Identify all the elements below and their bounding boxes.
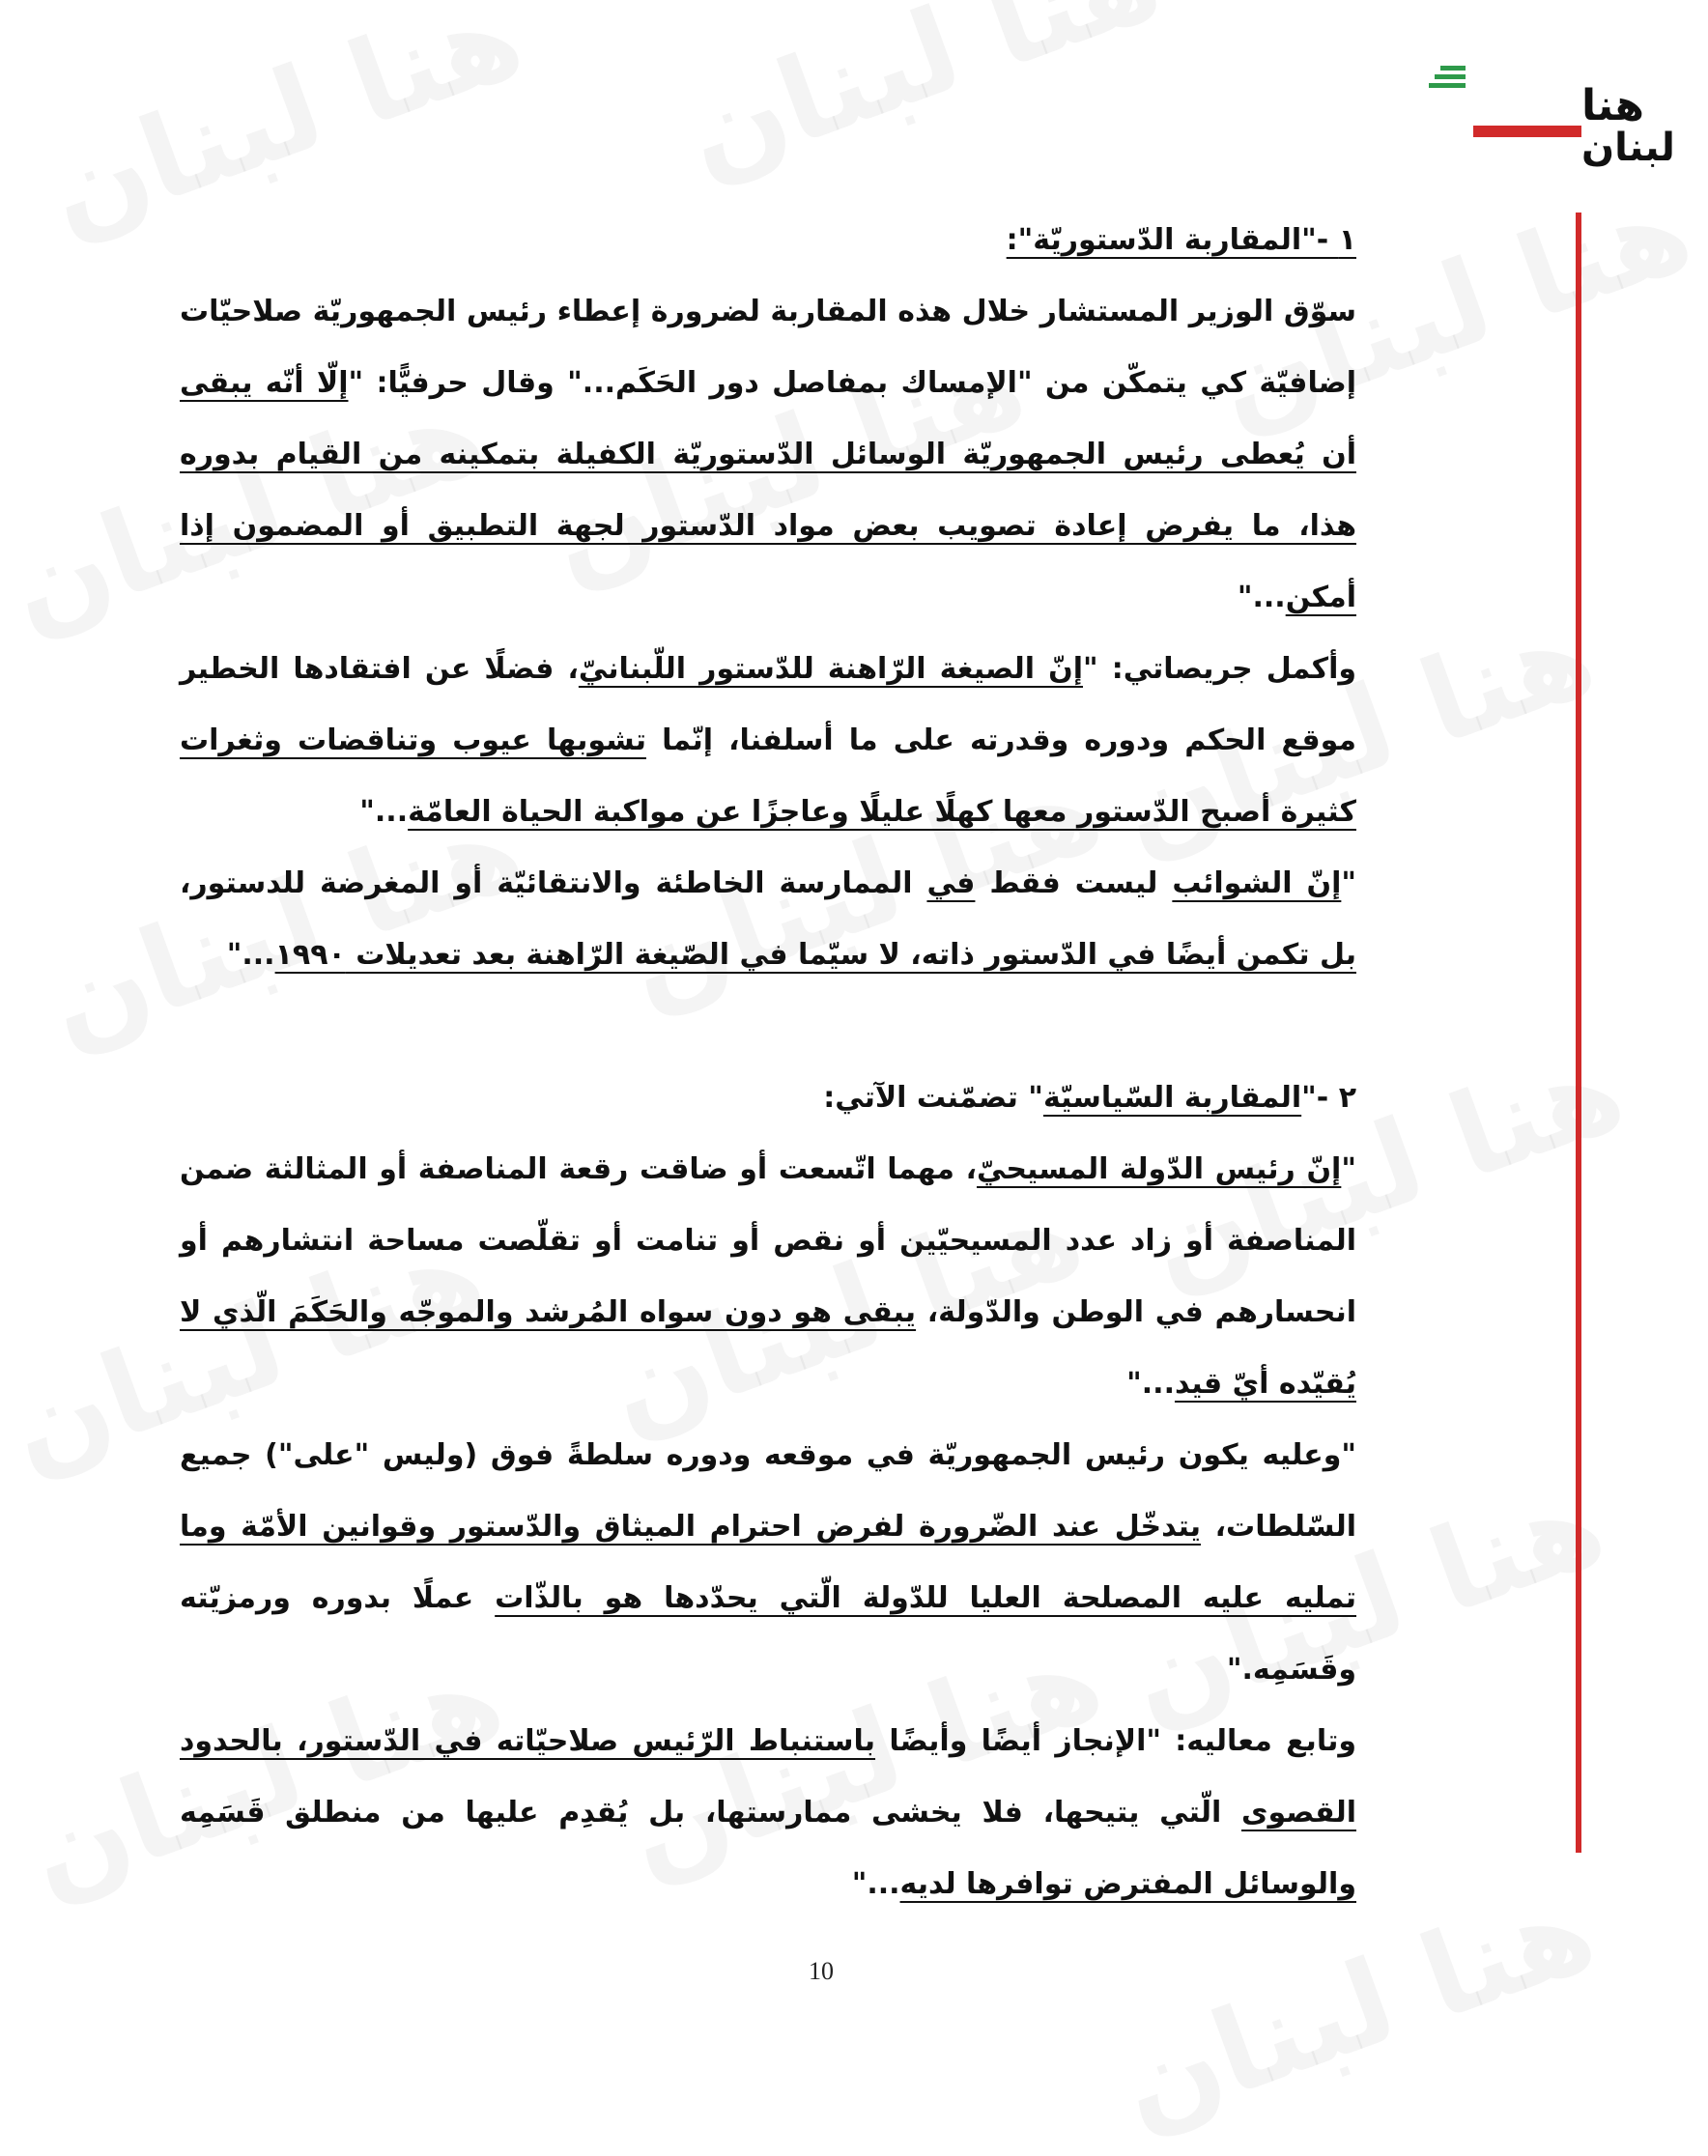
section-spacer (180, 991, 1356, 1063)
paragraph: "إنّ الشوائب ليست فقط في الممارسة الخاطئة والانتقائيّة أو المغرضة للدستور، بل تكمن أيضًا في الدّستور ذاته، لا سيّما في الصّيغة الرّاهنة بعد تعديلات ١٩٩٠..." (180, 866, 1356, 972)
svg-text:هنا: هنا (1581, 81, 1644, 130)
paragraph: وتابع معاليه: "الإنجاز أيضًا وأيضًا باستنباط الرّئيس صلاحيّاته في الدّستور، بالحدود القصوى الّتي يتيحها، فلا يخشى ممارستها، بل يُقدِم عليها من منطلق قَسَمِه والوسائل المفترض توافرها لديه..." (180, 1724, 1357, 1901)
watermark (671, 0, 1174, 197)
article-body (180, 205, 1356, 1920)
side-accent-rule (1576, 213, 1581, 1853)
paragraph: "وعليه يكون رئيس الجمهوريّة في موقعه ودوره سلطةً فوق (وليس "على") جميع السّلطات، يتدخّل عند الضّرورة لفرض احترام الميثاق والدّستور وقوانين الأمّة وما تمليه عليه المصلحة العليا للدّولة الّتي يحدّدها هو بالذّات عملًا بدوره ورمزيّته وقَسَمِه." (180, 1438, 1357, 1687)
svg-text:لبنان: لبنان (1581, 126, 1675, 170)
section-heading-2: ٢ -"المقاربة السّياسيّة" تضمّنت الآتي: (823, 1081, 1356, 1115)
brand-logo (1406, 60, 1675, 170)
paragraph: سوّق الوزير المستشار خلال هذه المقاربة لضرورة إعطاء رئيس الجمهوريّة صلاحيّات إضافيّة كي يتمكّن من "الإمساك بمفاصل دور الحَكَم..." وقال حرفيًّا: "إلّا أنّه يبقى أن يُعطى رئيس الجمهوريّة الوسائل الدّستوريّة الكفيلة بتمكينه من القيام بدوره هذا، ما يفرض إعادة تصويب بعض مواد الدّستور لجهة التطبيق أو المضمون إذا أمكن..." (180, 295, 1356, 614)
paragraph: "إنّ رئيس الدّولة المسيحيّ، مهما اتّسعت أو ضاقت رقعة المناصفة أو المثالثة ضمن المناصفة أو زاد عدد المسيحيّين أو نقص أو تنامت أو تقلّصت مساحة انتشارهم أو انحسارهم في الوطن والدّولة، يبقى هو دون سواه المُرشد والموجّه والحَكَمَ الّذي لا يُقيّده أيّ قيد..." (180, 1152, 1357, 1401)
page-number: 10 (809, 1957, 834, 1985)
section-heading-1: ١ -"المقاربة الدّستوريّة": (1006, 223, 1356, 257)
paragraph: وأكمل جريصاتي: "إنّ الصيغة الرّاهنة للدّستور اللّبنانيّ، فضلًا عن افتقادها الخطير موقع الحكم ودوره وقدرته على ما أسلفنا، إنّما تشوبها عيوب وتناقضات وثغرات كثيرة أصبح الدّستور معها كهلًا عليلًا وعاجزًا عن مواكبة الحياة العامّة..." (180, 652, 1356, 829)
